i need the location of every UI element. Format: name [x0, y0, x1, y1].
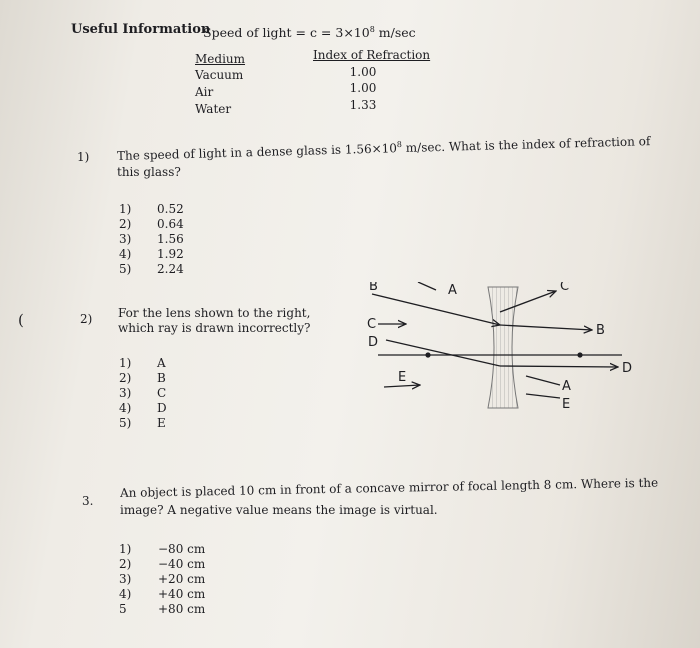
q2-number: 2): [80, 312, 93, 326]
label-ray-a: A: [448, 283, 457, 298]
q3-option-1-value: −80 cm: [158, 542, 206, 556]
q1-text-part-a: The speed of light in a dense glass is 1.56×10: [116, 141, 398, 163]
q3-option-1-num: 1): [119, 542, 132, 556]
ray-d-incident: [386, 340, 500, 366]
label-ray-a-right: A: [562, 379, 571, 394]
label-ray-d-left: D: [368, 335, 379, 350]
q2-option-5-value: E: [157, 416, 166, 430]
q2-text-line2: which ray is drawn incorrectly?: [118, 321, 311, 335]
q3-text-line1: An object is placed 10 cm in front of a concave mirror of focal length 8 cm. Where is the: [119, 475, 659, 500]
q2-option-1-value: A: [157, 356, 166, 370]
q2-option-2-num: 2): [119, 371, 132, 385]
q1-option-3-value: 1.56: [157, 232, 184, 246]
label-ray-e-right: E: [562, 397, 571, 412]
label-ray-b: B: [369, 282, 378, 294]
q1-option-3-num: 3): [119, 232, 132, 246]
index-air: 1.00: [349, 81, 377, 95]
medium-water: Water: [195, 102, 232, 116]
label-ray-e-left: E: [398, 370, 407, 385]
index-water: 1.33: [349, 98, 377, 112]
lens-ray-diagram: [360, 282, 640, 422]
speed-of-light-line: [203, 23, 416, 40]
label-ray-c-right: C: [560, 282, 570, 294]
q3-option-4-value: +40 cm: [158, 587, 206, 601]
medium-air: Air: [195, 85, 214, 99]
label-ray-d-right: D: [622, 361, 633, 376]
speed-of-light-label: Speed of light = c = 3×10: [203, 25, 370, 41]
q3-option-5-value: +80 cm: [158, 602, 206, 616]
q3-option-2-value: −40 cm: [158, 557, 206, 571]
margin-parenthesis-mark: (: [18, 311, 24, 329]
q1-option-2-value: 0.64: [157, 217, 184, 231]
speed-of-light-unit: m/sec: [374, 25, 416, 41]
q2-option-4-num: 4): [119, 401, 132, 415]
medium-vacuum: Vacuum: [195, 68, 244, 82]
q2-option-1-num: 1): [119, 356, 132, 370]
q3-option-4-num: 4): [119, 587, 132, 601]
q1-number: 1): [77, 150, 90, 164]
ray-e-refracted: [526, 394, 560, 398]
ray-b-incident: [372, 294, 500, 325]
useful-information-title: Useful Information: [71, 22, 211, 37]
label-ray-b-right: B: [596, 323, 605, 338]
index-column-header: Index of Refraction: [313, 48, 431, 62]
q1-exponent: 8: [396, 140, 403, 150]
ray-a-upper: [418, 282, 436, 290]
ray-e-incident: [384, 385, 420, 387]
q2-option-4-value: D: [157, 401, 167, 415]
q2-text-line1: For the lens shown to the right,: [118, 306, 311, 320]
speed-of-light-exponent: 8: [369, 25, 375, 34]
q1-text-part-b: m/sec. What is the index of refraction of: [401, 134, 651, 156]
label-ray-c-left: C: [367, 317, 377, 332]
q1-option-1-value: 0.52: [157, 202, 184, 216]
q2-option-3-value: C: [157, 386, 167, 400]
q2-option-3-num: 3): [119, 386, 132, 400]
q3-option-5-num: 5: [119, 602, 127, 616]
index-vacuum: 1.00: [349, 65, 377, 79]
focal-point-right: [577, 352, 582, 357]
q2-option-2-value: B: [157, 371, 166, 385]
q3-text-line2: image? A negative value means the image is virtual.: [120, 503, 438, 517]
q1-option-2-num: 2): [119, 217, 132, 231]
q1-option-5-value: 2.24: [157, 262, 184, 276]
q2-option-5-num: 5): [119, 416, 132, 430]
q3-option-3-value: +20 cm: [158, 572, 206, 586]
q3-option-2-num: 2): [119, 557, 132, 571]
q1-option-4-value: 1.92: [157, 247, 184, 261]
ray-b-refracted: [500, 325, 592, 330]
q1-option-1-num: 1): [119, 202, 132, 216]
concave-lens: [488, 287, 518, 408]
medium-column-header: Medium: [195, 52, 246, 66]
q1-text-line2: this glass?: [117, 165, 181, 179]
ray-a-lower: [526, 376, 560, 385]
ray-d-refracted: [500, 366, 618, 367]
q3-number: 3.: [82, 494, 94, 508]
focal-point-left: [425, 352, 430, 357]
q3-option-3-num: 3): [119, 572, 132, 586]
q1-text-line1: [117, 131, 651, 163]
q1-option-4-num: 4): [119, 247, 132, 261]
q1-option-5-num: 5): [119, 262, 132, 276]
